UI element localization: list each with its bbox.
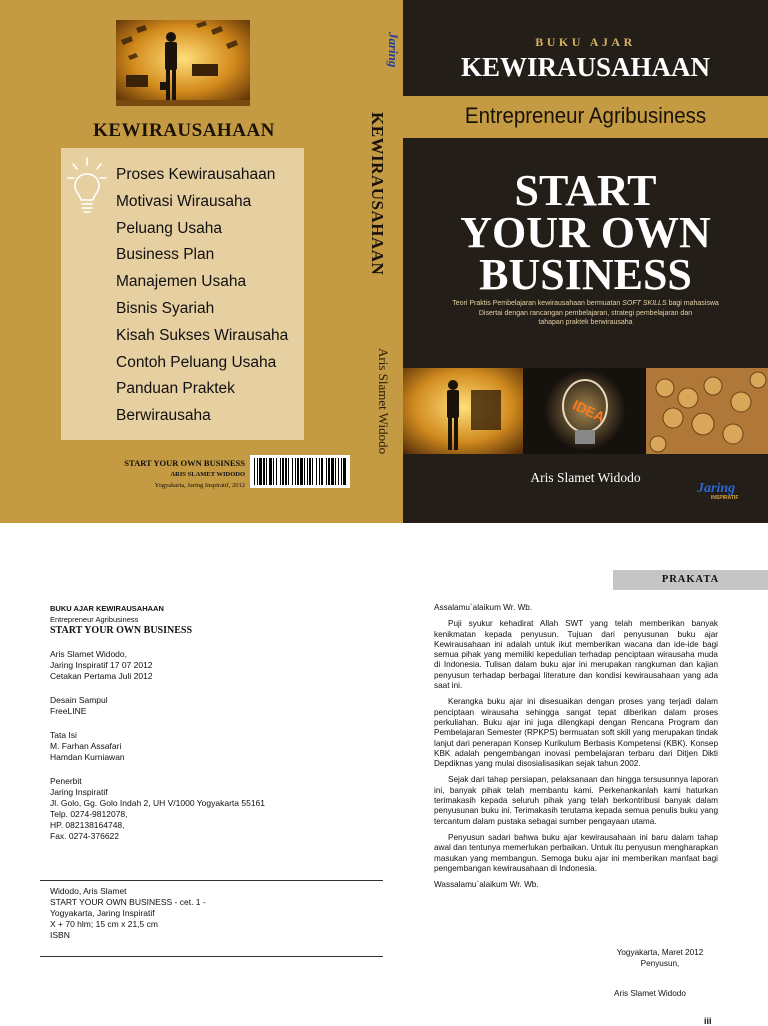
topics-box xyxy=(61,148,304,440)
description-line: Disertai dengan rancangan pembelajaran, strategi pembelajaran dan xyxy=(478,309,693,317)
imprint-line: M. Farhan Assafari xyxy=(50,741,122,751)
imprint-group xyxy=(50,776,370,842)
catalog-block xyxy=(50,886,370,941)
topic-item: Bisnis Syariah xyxy=(116,299,215,317)
spine-author: Aris Slamet Widodo xyxy=(376,348,391,455)
imprint-title: START YOUR OWN BUSINESS xyxy=(50,625,193,636)
preface-paragraph: Sejak dari tahap persiapan, pelaksanaan dan hingga tersusunnya laporan ini, banyak pihak telah membantu kami. Perkenankanlah kami haturkan terimakasih kepada seluruh pihak yang telah berkontribusi banyak dalam penyusunan buku ini. Terimakasih terutama kepada semua penulis buku yang tercantum dalam pustaka sebagai sumber pengayaan utama. xyxy=(434,775,718,826)
imprint-line: Penerbit xyxy=(50,776,82,786)
barcode-bar xyxy=(292,458,293,485)
front-cover-title: KEWIRAUSAHAAN xyxy=(460,52,711,82)
preface-place-date: Yogyakarta, Maret 2012 xyxy=(616,948,704,957)
barcode-bar xyxy=(326,458,327,485)
front-cover-description xyxy=(403,299,768,328)
imprint-group xyxy=(50,730,370,763)
barcode-bar xyxy=(266,458,267,485)
imprint-block xyxy=(50,603,370,855)
barcode-bar xyxy=(307,458,308,485)
front-cover-author: Aris Slamet Widodo xyxy=(530,470,641,485)
barcode-bar xyxy=(263,458,265,485)
imprint-subtitle: Entrepreneur Agribusiness xyxy=(50,615,139,624)
barcode-bar xyxy=(285,458,287,485)
back-cover-title: KEWIRAUSAHAAN xyxy=(93,120,275,141)
topic-item: Kisah Sukses Wirausaha xyxy=(116,326,289,344)
back-book-title: START YOUR OWN BUSINESS xyxy=(124,458,245,468)
imprint-line: FreeLINE xyxy=(50,706,87,716)
description-line: Teori Praktis Pembelajaran kewirausahaan bermuatan SOFT SKILLS bagi mahasiswa xyxy=(452,300,719,307)
page-number: iii xyxy=(704,1016,712,1026)
barcode-bar xyxy=(300,458,303,485)
catalog-bottom-rule xyxy=(40,956,383,957)
barcode-bar xyxy=(280,458,281,485)
topics-list xyxy=(116,162,288,430)
barcode-bar xyxy=(319,458,320,485)
topic-item: Proses Kewirausahaan xyxy=(116,166,276,183)
front-cover-subtitle: Entrepreneur Agribusiness xyxy=(464,103,707,128)
series-label: BUKU AJAR xyxy=(535,35,636,49)
imprint-line: HP. 082138164748, xyxy=(50,820,125,830)
catalog-line: Widodo, Aris Slamet xyxy=(50,886,127,896)
imprint-line: Jaring Inspiratif xyxy=(50,787,108,797)
back-author: ARIS SLAMET WIDODO xyxy=(170,471,245,478)
preface-signoff xyxy=(600,948,720,969)
imprint-line: Hamdan Kurniawan xyxy=(50,752,125,762)
barcode-bar xyxy=(257,458,258,485)
catalog-line: ISBN xyxy=(50,930,70,940)
barcode-bar xyxy=(316,458,317,485)
preface-closing: Wassalamu`alaikum Wr. Wb. xyxy=(434,880,539,890)
cover-image-strip xyxy=(403,368,768,454)
imprint-line: Jl. Golo, Gg. Golo Indah 2, UH V/1000 Yogyakarta 55161 xyxy=(50,798,266,808)
spine-logo-text: Jaring xyxy=(386,32,401,68)
imprint-line: Cetakan Pertama Juli 2012 xyxy=(50,671,153,681)
front-logo-text: Jaring xyxy=(697,481,736,496)
imprint-series: BUKU AJAR KEWIRAUSAHAAN xyxy=(50,604,164,613)
preface-heading: PRAKATA xyxy=(613,570,768,590)
preface-signoff-label: Penyusun, xyxy=(640,958,680,968)
preface-paragraph: Puji syukur kehadirat Allah SWT yang telah memberikan banyak kenikmatan kepada penyusun. Tujuan dari penyusunan buku ajar Kewirausahaan ini adalah untuk ikut memberikan wacana dan ide-ide bagi semua pihak yang memiliki kepedulian terhadap penciptaan wirausaha muda di Indonesia. Tulisan dalam buku ajar ini merupakan rangkuman dan kajian penyusun terhadap berbagai literature dan kondisi kewirausahaan yang ada saat ini. xyxy=(434,619,718,691)
barcode-bar xyxy=(295,458,296,485)
publisher-logo xyxy=(374,30,401,82)
imprint-line: Jaring Inspiratif 17 07 2012 xyxy=(50,660,153,670)
barcode-bar xyxy=(304,458,305,485)
catalog-line: Yogyakarta, Jaring Inspiratif xyxy=(50,908,155,918)
preface-author-name: Aris Slamet Widodo xyxy=(614,989,686,998)
catalog-line: START YOUR OWN BUSINESS - cet. 1 - xyxy=(50,897,206,907)
barcode-bar xyxy=(276,458,277,485)
barcode-bar xyxy=(312,458,313,485)
publisher-logo xyxy=(695,478,747,500)
barcode-bar xyxy=(321,458,323,485)
barcode-bar xyxy=(338,458,339,485)
main-title-line: START xyxy=(514,166,657,215)
front-logo-subtext: INSPIRATIF xyxy=(711,495,739,501)
back-cover xyxy=(0,0,368,523)
imprint-line: Telp. 0274-9812078, xyxy=(50,809,128,819)
idea-text: IDEA xyxy=(570,396,608,426)
topic-item: Motivasi Wirausaha xyxy=(116,192,252,210)
barcode-bar xyxy=(282,458,284,485)
barcode-bar xyxy=(297,458,299,485)
description-line: tahapan praktek berwirausaha xyxy=(538,319,633,326)
front-cover xyxy=(403,0,768,523)
imprint-group xyxy=(50,695,370,717)
preface-paragraph: Penyusun sadari bahwa buku ajar kewirausahaan ini baru dalam tahap awal dan tentunya memerlukan perbaikan. Untuk itu penyusun mengharapkan masukan yang membangun. Semoga buku ajar ini memberikan manfaat bagi pengembangan kewirausahaan di Indonesia. xyxy=(434,832,718,873)
barcode-bar xyxy=(259,458,262,485)
main-title xyxy=(403,166,768,299)
catalog-line: X + 70 hlm; 15 cm x 21,5 cm xyxy=(50,919,158,929)
topic-item: Panduan Praktek xyxy=(116,380,235,398)
barcode-bar xyxy=(273,458,274,485)
barcode-bar xyxy=(331,458,334,485)
barcode-bar xyxy=(269,458,272,485)
barcode xyxy=(250,455,350,488)
catalog-top-rule xyxy=(40,880,383,881)
preface-greeting: Assalamu`alaikum Wr. Wb. xyxy=(434,603,533,612)
barcode-bar xyxy=(343,458,346,485)
barcode-bar xyxy=(328,458,330,485)
main-title-line: BUSINESS xyxy=(479,250,692,299)
lightbulb-icon xyxy=(67,154,107,214)
book-spine xyxy=(368,0,403,523)
barcode-bar xyxy=(341,458,342,485)
imprint-line: Tata Isi xyxy=(50,730,77,740)
topic-item: Peluang Usaha xyxy=(116,219,222,237)
back-publisher: Yogyakarta, Jaring Inspiratif, 2012 xyxy=(154,482,245,489)
imprint-line: Fax. 0274-376622 xyxy=(50,831,119,841)
barcode-bar xyxy=(335,458,336,485)
imprint-line: Desain Sampul xyxy=(50,695,108,705)
main-title-line: YOUR OWN xyxy=(460,208,711,257)
spine-title: KEWIRAUSAHAAN xyxy=(368,112,387,276)
barcode-bar xyxy=(288,458,289,485)
businessman-photo xyxy=(116,20,250,106)
preface-body xyxy=(434,603,718,896)
topic-item: Business Plan xyxy=(116,246,215,264)
barcode-bar xyxy=(254,458,255,485)
barcode-bar xyxy=(309,458,311,485)
back-cover-info xyxy=(124,458,245,491)
preface-paragraph: Kerangka buku ajar ini disesuaikan dengan proses yang terjadi dalam penciptaan wirausaha sehingga sangat tepat diberikan dalam proses perkuliahan. Buku ajar ini juga dilengkapi dengan Rencana Program dan Pembelajaran Semester (RPKPS) bermuatan soft skill yang merupakan tindak lanjut dari penerapan Konsep Kurikulum Berbasis Kompetensi (KBK). Konsep KBK adalah pengembangan inovasi pembelajaran terbaru dari Ditjen Dikti Depdiknas yang mulai disosialisasikan sejak tahun 2002. xyxy=(434,697,718,769)
imprint-group xyxy=(50,649,370,682)
topic-item: Manajemen Usaha xyxy=(116,273,247,291)
topic-item: Contoh Peluang Usaha xyxy=(116,353,277,371)
topic-item: Berwirausaha xyxy=(116,407,211,425)
imprint-line: Aris Slamet Widodo, xyxy=(50,649,127,659)
